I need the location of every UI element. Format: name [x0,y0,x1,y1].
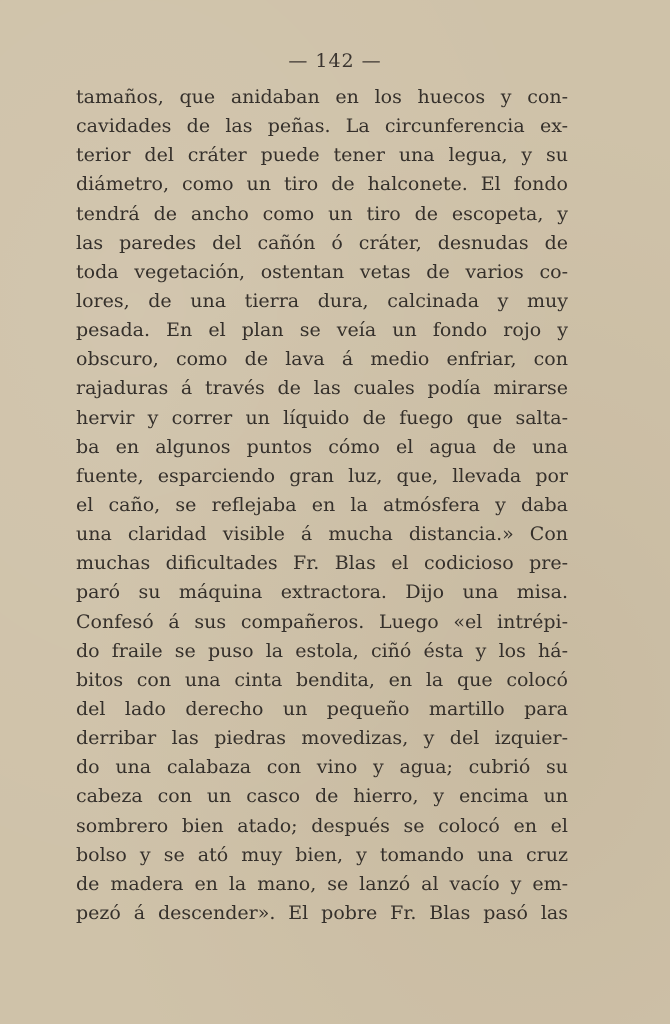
text-line: rajaduras á través de las cuales podía mirarse [76,377,568,400]
text-line: derribar las piedras movedizas, y del izquier- [76,727,568,750]
text-line: diámetro, como un tiro de halconete. El fondo [76,173,568,196]
text-line: ba en algunos puntos cómo el agua de una [76,435,568,458]
text-line: hervir y correr un líquido de fuego que salta- [76,406,568,429]
text-line: obscuro, como de lava á medio enfriar, con [76,348,568,371]
text-line: bitos con una cinta bendita, en la que colocó [76,668,568,691]
text-line: toda vegetación, ostentan vetas de varios co- [76,260,568,283]
text-line: do una calabaza con vino y agua; cubrió su [76,756,568,779]
text-line: tendrá de ancho como un tiro de escopeta, y [76,202,568,225]
page-number: — 142 — [288,50,382,72]
text-line: paró su máquina extractora. Dijo una misa. [76,581,568,604]
text-line: las paredes del cañón ó cráter, desnudas de [76,231,568,254]
text-line: do fraile se puso la estola, ciñó ésta y los há- [76,639,568,662]
text-line: muchas dificultades Fr. Blas el codicioso pre- [76,552,568,575]
text-line: una claridad visible á mucha distancia.» Con [76,523,568,546]
text-line: pezó á descender». El pobre Fr. Blas pasó las [76,901,568,924]
text-line: de madera en la mano, se lanzó al vacío y em- [76,872,568,895]
text-line: lores, de una tierra dura, calcinada y muy [76,289,568,312]
text-line: cabeza con un casco de hierro, y encima un [76,785,568,808]
text-line: del lado derecho un pequeño martillo para [76,697,568,720]
text-line: fuente, esparciendo gran luz, que, llevada por [76,464,568,487]
text-line: tamaños, que anidaban en los huecos y con- [76,86,568,108]
body-text [76,83,568,928]
text-line: cavidades de las peñas. La circunferencia ex- [76,115,568,138]
text-line: pesada. En el plan se veía un fondo rojo y [76,319,568,342]
text-line: terior del cráter puede tener una legua, y su [76,144,568,167]
text-line: sombrero bien atado; después se colocó en el [76,814,568,837]
text-line: Confesó á sus compañeros. Luego «el intrépi- [76,610,568,633]
text-line: el caño, se reflejaba en la atmósfera y daba [76,493,568,516]
text-line: bolso y se ató muy bien, y tomando una cruz [76,843,568,866]
